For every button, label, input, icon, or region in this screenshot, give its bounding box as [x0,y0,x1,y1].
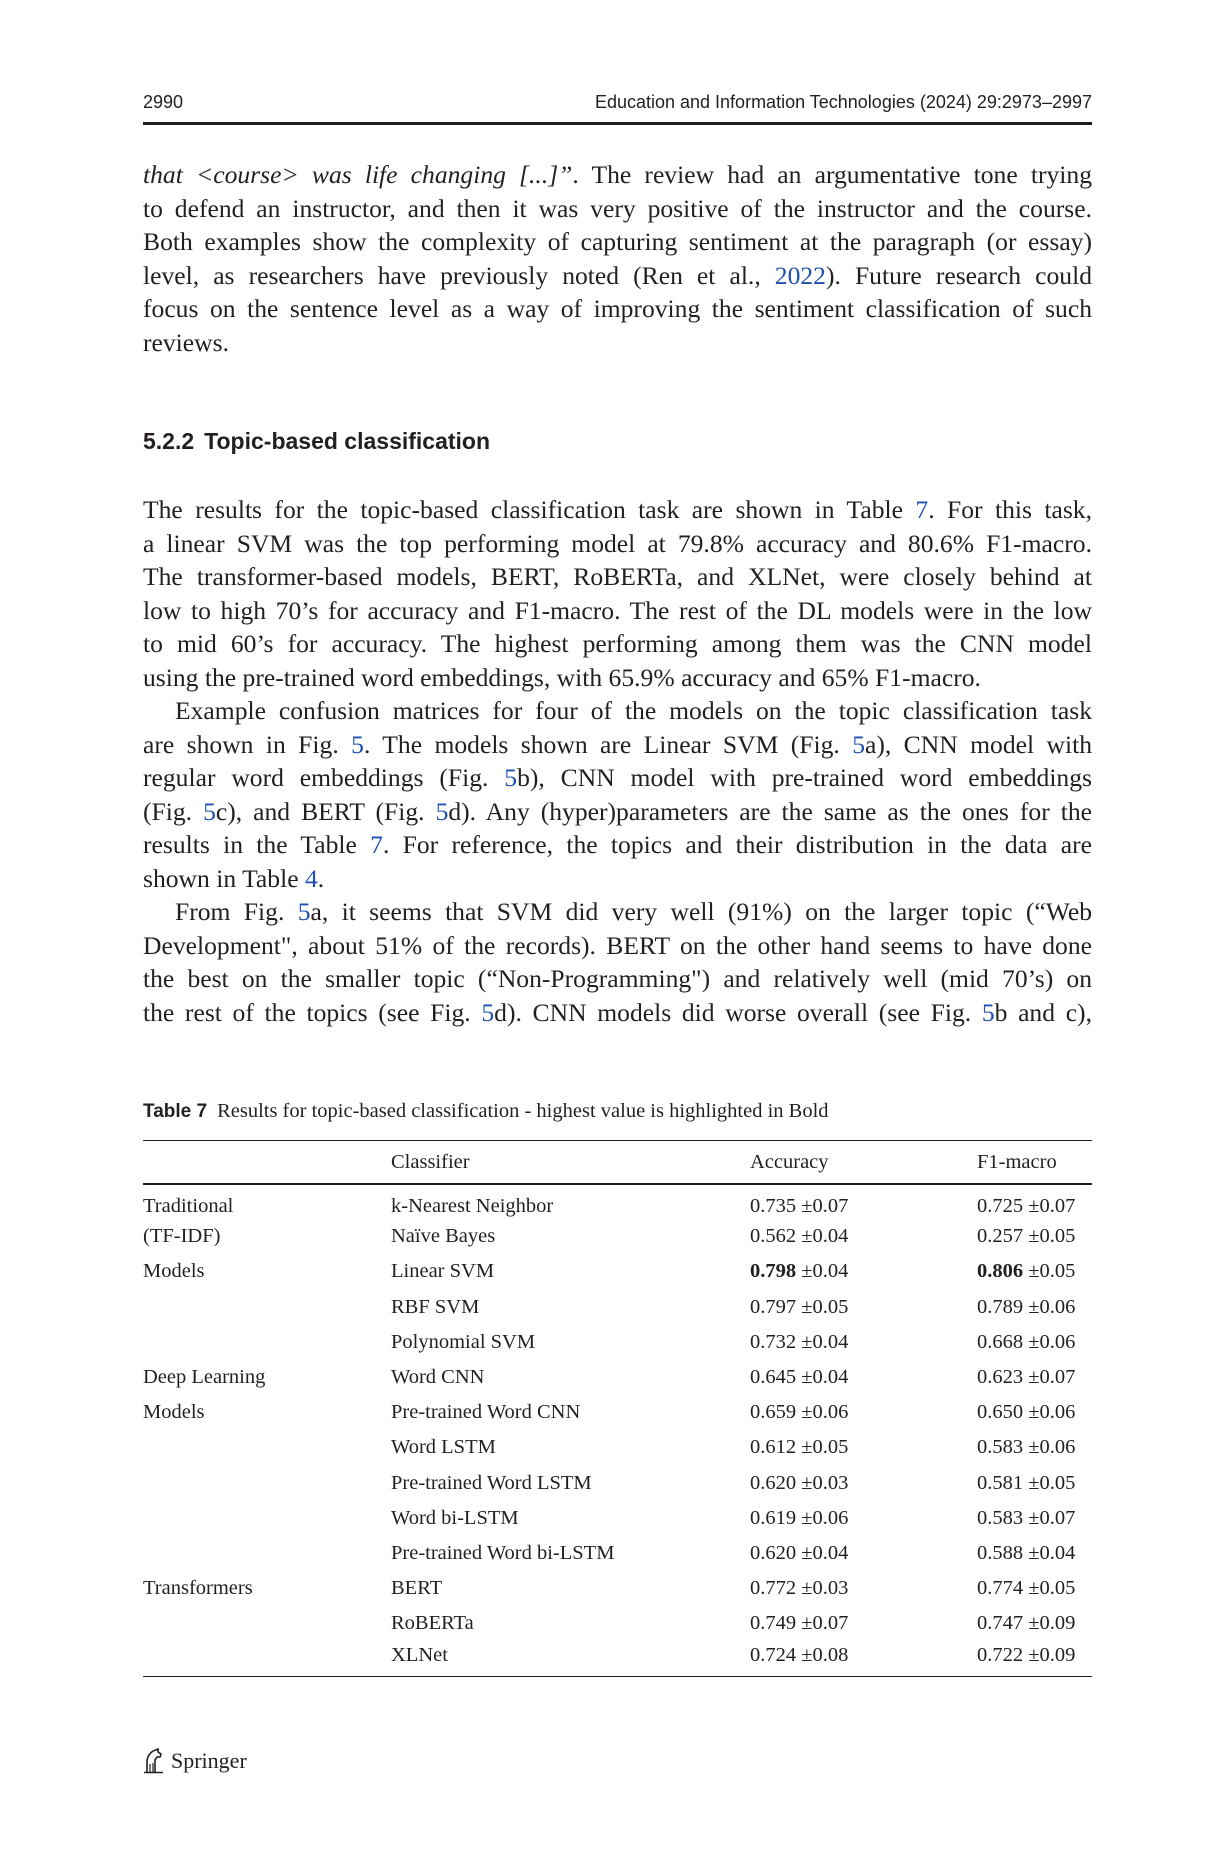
table-row [143,1325,1092,1360]
page-number: 2990 [143,92,184,112]
cell-classifier: Linear SVM [391,1260,495,1283]
table-row [143,1606,1092,1641]
cell-accuracy: 0.612 ±0.05 [750,1436,849,1459]
cell-group [143,1325,391,1360]
figure-ref-link[interactable]: 5 [351,729,364,759]
table-row [143,1395,1092,1430]
cell-group [143,1536,391,1571]
cell-accuracy: 0.562 ±0.04 [750,1225,849,1248]
cell-f1-macro: 0.722 ±0.09 [977,1644,1076,1667]
cell-f1-macro: 0.623 ±0.07 [977,1366,1076,1389]
table-row [143,1641,1092,1676]
table-row [143,1501,1092,1536]
publisher-name: Springer [171,1748,247,1773]
header-f1-macro: F1-macro [977,1150,1057,1173]
cell-f1-macro: 0.806 ±0.05 [977,1260,1076,1283]
cell-accuracy: 0.659 ±0.06 [750,1401,849,1424]
header-classifier: Classifier [391,1150,470,1173]
cell-accuracy: 0.798 ±0.04 [750,1260,849,1283]
figure-ref-link[interactable]: 5 [297,897,311,926]
results-table [143,1140,1092,1677]
table-row [143,1254,1092,1289]
cell-group [143,1466,391,1501]
cell-classifier: Pre-trained Word bi-LSTM [391,1541,615,1564]
figure-ref-link[interactable]: 5 [435,796,449,826]
cell-classifier: BERT [391,1577,443,1600]
cell-group [143,1606,391,1641]
cell-f1-macro: 0.650 ±0.06 [977,1401,1076,1424]
cell-accuracy: 0.724 ±0.08 [750,1644,849,1667]
table-row [143,1360,1092,1395]
cell-group: Deep Learning [143,1366,266,1389]
table-label: Table 7 [143,1101,208,1122]
cell-classifier: RBF SVM [391,1295,480,1318]
cell-f1-macro: 0.583 ±0.07 [977,1506,1076,1529]
cell-classifier: Word bi-LSTM [391,1506,519,1529]
header-accuracy: Accuracy [750,1150,829,1173]
paragraph-1: that <course> was life changing [...]”. The review had an argumentative tone trying to defend an instructor, and then it was very positive of the instructor and the course. Both examples show the complexity of capturing sentiment at the paragraph (or essay) level, as researchers have previously noted (Ren et al., 2022). Future research could focus on the sentence level as a way of improving the sentiment classification of such reviews. [143,160,1092,357]
table-header-row [143,1141,1092,1185]
table-ref-link[interactable]: 7 [915,495,929,524]
cell-f1-macro: 0.583 ±0.06 [977,1436,1076,1459]
table-caption [143,1100,829,1123]
paragraph-3: Example confusion matrices for four of the models on the topic classification task are shown in Fig. 5. The models shown are Linear SVM (Fig. 5a), CNN model with regular word embeddings (Fig. 5b), CNN model with pre-trained word embeddings (Fig. 5c), and BERT (Fig. 5d). Any (hyper)parameters are the same as the ones for the results in the Table 7. For reference, the topics and their distribution in the data are shown in Table 4. [143,696,1092,893]
cell-classifier: Pre-trained Word LSTM [391,1471,592,1494]
cell-accuracy: 0.619 ±0.06 [750,1506,849,1529]
table-ref-link[interactable]: 7 [370,830,383,859]
citation-link-ren-2022[interactable]: 2022 [774,260,826,290]
figure-ref-link[interactable]: 5 [481,997,495,1027]
cell-f1-macro: 0.588 ±0.04 [977,1541,1076,1564]
figure-ref-link[interactable]: 5 [852,729,865,759]
figure-ref-link[interactable]: 5 [203,796,216,826]
table-body [143,1184,1092,1677]
cell-accuracy: 0.735 ±0.07 [750,1194,849,1217]
cell-classifier: RoBERTa [391,1612,474,1635]
cell-accuracy: 0.772 ±0.03 [750,1577,849,1600]
cell-classifier: XLNet [391,1644,448,1667]
cell-f1-macro: 0.789 ±0.06 [977,1295,1076,1318]
cell-group [143,1430,391,1465]
cell-group: Transformers [143,1577,253,1600]
cell-classifier: Pre-trained Word CNN [391,1401,581,1424]
cell-f1-macro: 0.747 ±0.09 [977,1612,1076,1635]
cell-accuracy: 0.645 ±0.04 [750,1366,849,1389]
header-group [143,1141,391,1185]
table-row [143,1466,1092,1501]
cell-group: Models [143,1401,205,1424]
footer [143,1748,247,1774]
cell-group: Traditional [143,1194,234,1217]
table-row [143,1219,1092,1254]
cell-group [143,1501,391,1536]
table-row [143,1536,1092,1571]
cell-classifier: Naïve Bayes [391,1225,496,1248]
cell-accuracy: 0.620 ±0.04 [750,1541,849,1564]
table-row [143,1430,1092,1465]
cell-group [143,1290,391,1325]
running-head [143,92,1092,125]
cell-classifier: Word CNN [391,1366,485,1389]
table-caption-text: Results for topic-based classification - highest value is highlighted in Bold [217,1100,829,1122]
table-row [143,1184,1092,1219]
figure-ref-link[interactable]: 5 [504,763,518,792]
cell-f1-macro: 0.257 ±0.05 [977,1225,1076,1248]
cell-classifier: k-Nearest Neighbor [391,1194,554,1217]
table-row [143,1571,1092,1606]
cell-f1-macro: 0.581 ±0.05 [977,1471,1076,1494]
figure-ref-link[interactable]: 5 [981,997,995,1027]
cell-f1-macro: 0.774 ±0.05 [977,1577,1076,1600]
cell-classifier: Polynomial SVM [391,1330,536,1353]
cell-group [143,1641,391,1676]
cell-accuracy: 0.749 ±0.07 [750,1612,849,1635]
cell-classifier: Word LSTM [391,1436,496,1459]
section-heading: 5.2.2 Topic-based classification [143,428,491,454]
cell-group: Models [143,1260,205,1283]
springer-horse-icon [143,1748,165,1774]
cell-f1-macro: 0.668 ±0.06 [977,1330,1076,1353]
cell-group: (TF-IDF) [143,1225,221,1248]
cell-accuracy: 0.620 ±0.03 [750,1471,849,1494]
cell-accuracy: 0.797 ±0.05 [750,1295,849,1318]
table-row [143,1290,1092,1325]
table-ref-link[interactable]: 4 [304,863,318,893]
paragraph-4: From Fig. 5a, it seems that SVM did very well (91%) on the larger topic (“Web Development", about 51% of the records). BERT on the other hand seems to have done the best on the smaller topic (“Non-Programming") and relatively well (mid 70’s) on the rest of the topics (see Fig. 5d). CNN models did worse overall (see Fig. 5b and c), [143,897,1092,1027]
cell-accuracy: 0.732 ±0.04 [750,1330,849,1353]
paragraph-2: The results for the topic-based classification task are shown in Table 7. For this task, a linear SVM was the top performing model at 79.8% accuracy and 80.6% F1-macro. The transformer-based models, BERT, RoBERTa, and XLNet, were closely behind at low to high 70’s for accuracy and F1-macro. The rest of the DL models were in the low to mid 60’s for accuracy. The highest performing among them was the CNN model using the pre-trained word embeddings, with 65.9% accuracy and 65% F1-macro. [143,495,1092,692]
journal-citation: Education and Information Technologies (2024) 29:2973–2997 [594,92,1092,112]
cell-f1-macro: 0.725 ±0.07 [977,1194,1076,1217]
